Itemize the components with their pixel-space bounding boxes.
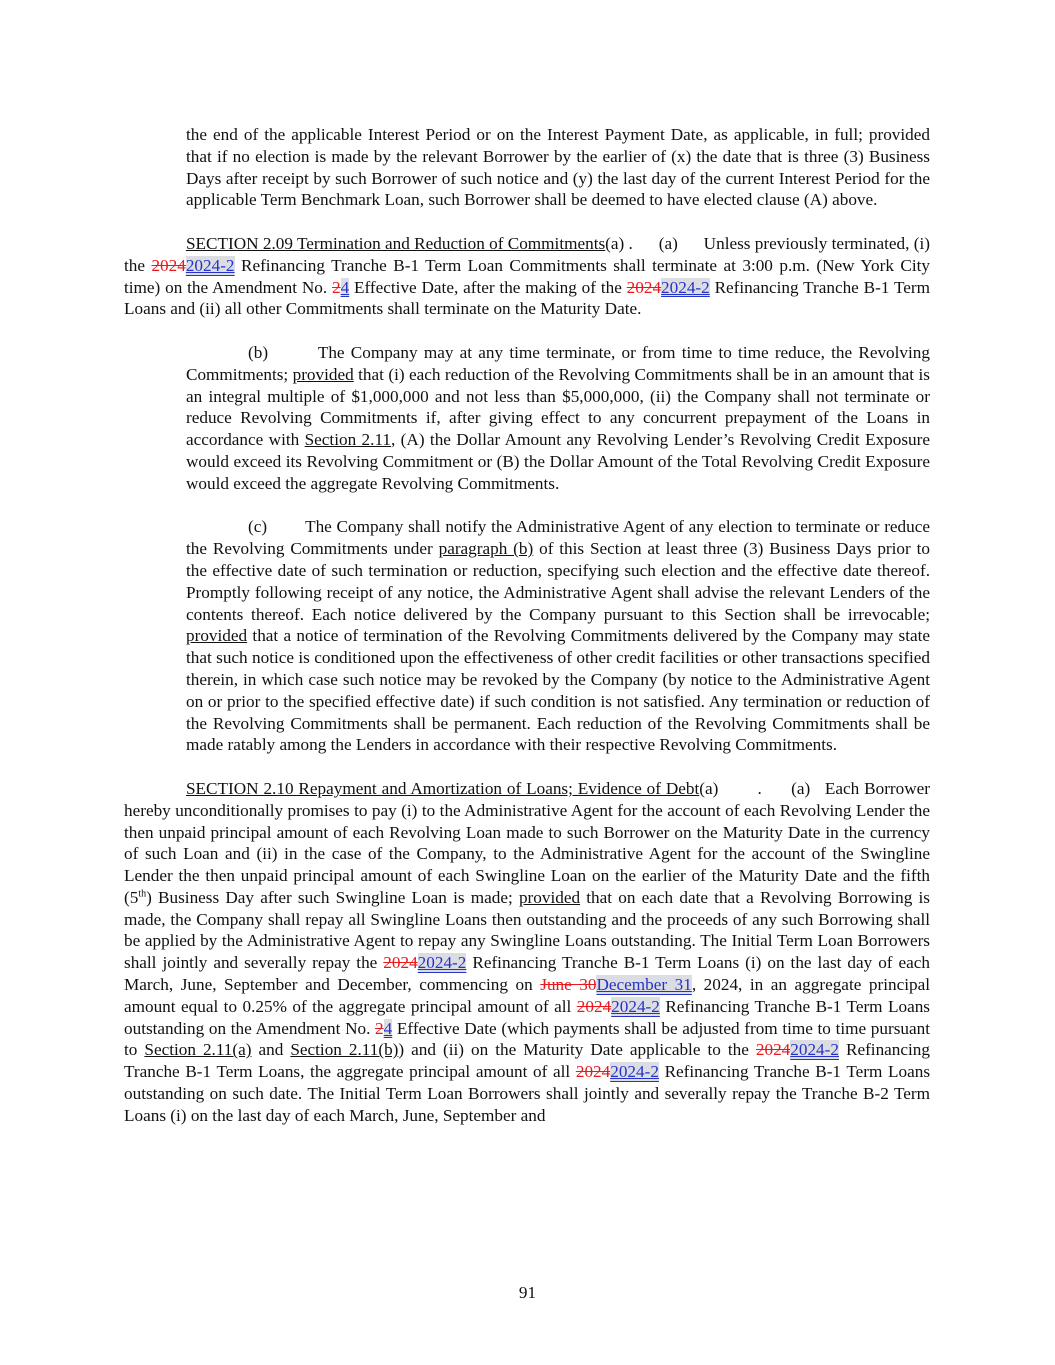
text-run: , 2024, in an aggregate principal amount equal to 0.25% of the aggregate principal amount of all: [124, 975, 930, 1016]
inserted-text: 4: [383, 1018, 393, 1038]
text-run: Refinancing Tranche B-1 Term Loan Commitments shall terminate at 3:00 p.m. (New York City time) on the Amendment No.: [124, 255, 930, 297]
text-run: ) Business Day after such Swingline Loan is made;: [146, 887, 519, 907]
text-run: Refinancing Tranche B-1 Term Loans and (ii) all other Commitments shall terminate on the Maturity Date.: [124, 277, 930, 319]
deleted-text: June 30: [540, 975, 597, 995]
underlined-text: provided: [518, 887, 581, 907]
inserted-text: 2024-2: [790, 1040, 839, 1060]
deleted-text: 2: [375, 1018, 384, 1038]
deleted-text: 2024: [755, 1040, 791, 1060]
underlined-text: paragraph (b): [438, 539, 534, 559]
text-run: , (A) the Dollar Amount any Revolving Lender’s Revolving Credit Exposure would exceed its Revolving Commitment or (B) the Dollar Amount of the Total Revolving Credit Exposure would exceed the aggregate Revolving Commitments.: [186, 430, 930, 493]
text-run: (b) The Company may at any time terminate, or from time to time reduce, the Revolving Commitments;: [186, 342, 930, 384]
deleted-text: 2024: [383, 953, 418, 973]
text-run: ) and (ii) on the Maturity Date applicable to the: [398, 1040, 756, 1060]
deleted-text: 2024: [575, 1062, 611, 1082]
inserted-text: 2024-2: [417, 953, 467, 973]
paragraph: [124, 233, 930, 320]
paragraph: [186, 124, 930, 211]
deleted-text: 2024: [151, 255, 186, 275]
text-run: (a) . (a) Each Borrower hereby unconditionally promises to pay (i) to the Administrative Agent for the account of each Revolving Lender the then unpaid principal amount of each Revolving Loan made to such Borrower on the Maturity Date in the currency of such Loan and (ii) in the case of the Company, to the Administrative Agent for the account of the Swingline Lender the then unpaid principal amount of each Swingline Loan on the earlier of the Maturity Date and the fifth (5: [124, 778, 930, 907]
page-number: 91: [518, 1283, 537, 1302]
paragraph: [186, 342, 930, 495]
paragraph: [186, 516, 930, 756]
text-run: of this Section at least three (3) Business Days prior to the effective date of such termination or reduction, specifying such election and the effective date thereof. Promptly following receipt of any notice, the Administrative Agent shall advise the relevant Lenders of the contents thereof. Each notice delivered by the Company pursuant to this Section shall be irrevocable;: [186, 539, 930, 624]
underlined-text: SECTION 2.09 Termination and Reduction of Commitments: [186, 233, 606, 253]
inserted-text: 2024-2: [185, 255, 235, 275]
deleted-text: 2024: [576, 996, 612, 1016]
inserted-text: December 31: [596, 975, 692, 995]
deleted-text: 2: [331, 277, 341, 297]
document-body: [124, 124, 930, 1148]
text-run: that (i) each reduction of the Revolving Commitments shall be in an amount that is an integral multiple of $1,000,000 and not less than $5,000,000, (ii) the Company shall not terminate or reduce Revolving Commitments if, after giving effect to any concurrent prepayment of the Loans in accordance with: [186, 364, 930, 450]
inserted-text: 2024-2: [611, 996, 660, 1016]
underlined-text: provided: [186, 626, 248, 646]
paragraph: [124, 778, 930, 1127]
deleted-text: 2024: [626, 277, 662, 297]
text-run: (a) . (a) Unless previously terminated, (i) the: [124, 233, 930, 275]
text-run: Refinancing Tranche B-1 Term Loans outstanding on such date. The Initial Term Loan Borrowers shall jointly and severally repay the Tranche B-2 Term Loans (i) on the last day of each March, June, September and: [124, 1062, 931, 1125]
text-run: Effective Date, after the making of the: [349, 277, 627, 297]
underlined-text: provided: [292, 364, 354, 384]
inserted-text: 4: [340, 277, 350, 297]
underlined-text: SECTION 2.10 Repayment and Amortization of Loans; Evidence of Debt: [186, 778, 700, 798]
text-run: and: [251, 1040, 291, 1060]
text-run: Refinancing Tranche B-1 Term Loans outstanding on the Amendment No.: [124, 996, 930, 1038]
inserted-text: 2024-2: [661, 277, 710, 297]
text-run: (c) The Company shall notify the Administrative Agent of any election to terminate or reduce the Revolving Commitments under: [186, 517, 930, 559]
text-run: Effective Date (which payments shall be adjusted from time to time pursuant to: [124, 1018, 930, 1060]
text-run: that a notice of termination of the Revolving Commitments delivered by the Company may state that such notice is conditioned upon the effectiveness of other credit facilities or other transactions specified therein, in which case such notice may be revoked by the Company (by notice to the Administrative Agent on or prior to the specified effective date) if such condition is not satisfied. Any termination or reduction of the Revolving Commitments shall be permanent. Each reduction of the Revolving Commitments shall be made ratably among the Lenders in accordance with their respective Revolving Commitments.: [186, 626, 930, 755]
underlined-text: Section 2.11(a): [144, 1040, 252, 1060]
superscript-text: th: [138, 888, 147, 900]
text-run: Refinancing Tranche B-1 Term Loans, the aggregate principal amount of all: [124, 1040, 930, 1082]
text-run: the end of the applicable Interest Period or on the Interest Payment Date, as applicable, in full; provided that if no election is made by the relevant Borrower by the earlier of (x) the date that is three (3) Business Days after receipt by such Borrower of such notice and (y) the last day of the current Interest Period for the applicable Term Benchmark Loan, such Borrower shall be deemed to have elected clause (A) above.: [186, 125, 930, 210]
underlined-text: Section 2.11(b): [290, 1040, 399, 1060]
inserted-text: 2024-2: [610, 1062, 659, 1082]
text-run: Refinancing Tranche B-1 Term Loans (i) on the last day of each March, June, September and December, commencing on: [124, 953, 930, 995]
text-run: that on each date that a Revolving Borrowing is made, the Company shall repay all Swingline Loans then outstanding and the proceeds of any such Borrowing shall be applied by the Administrative Agent to repay any Swingline Loans outstanding. The Initial Term Loan Borrowers shall jointly and severally repay the: [124, 887, 930, 973]
underlined-text: Section 2.11: [304, 430, 391, 450]
